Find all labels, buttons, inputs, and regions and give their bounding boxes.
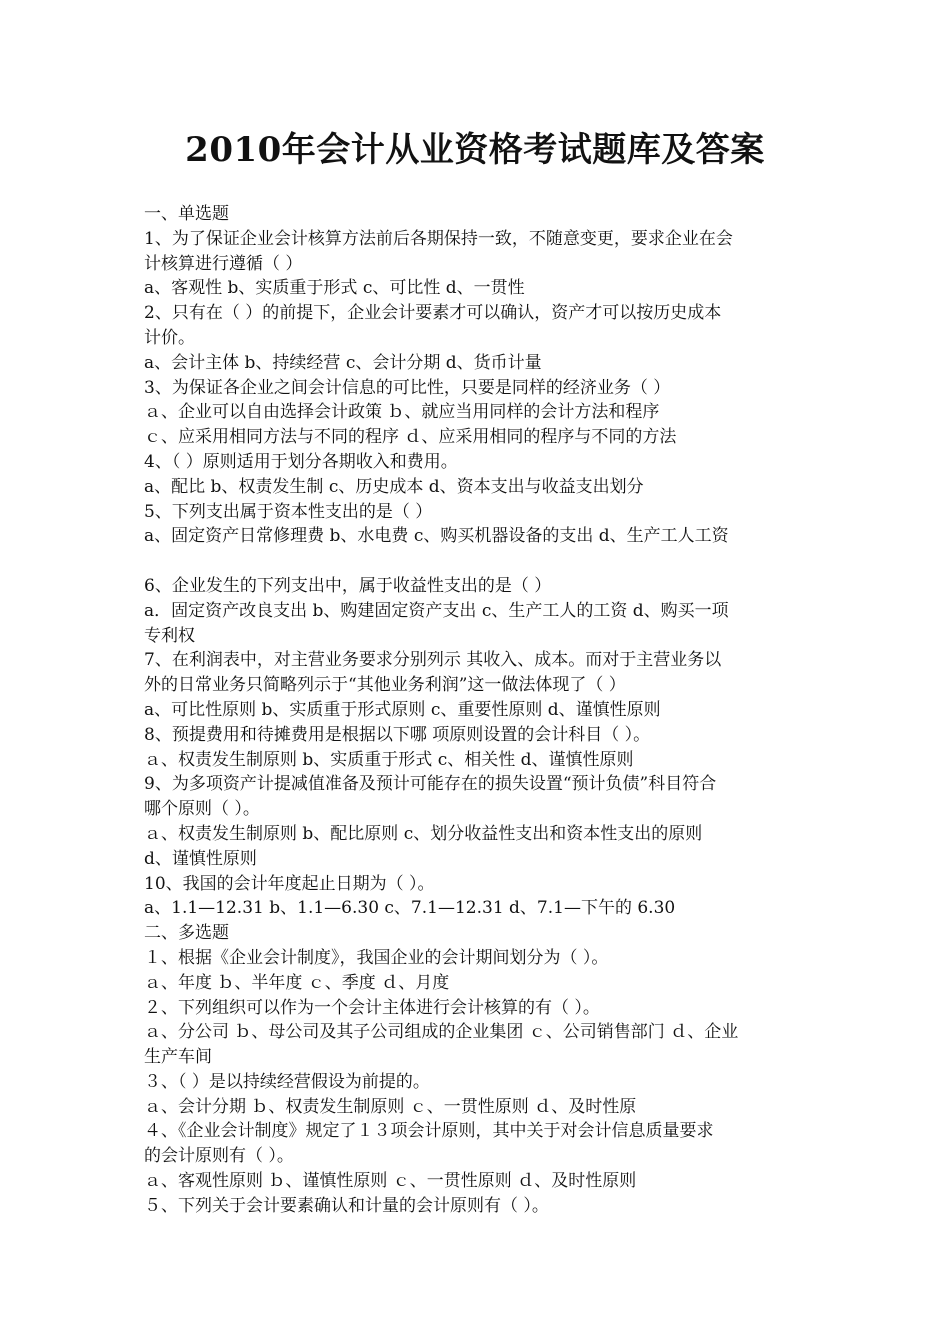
- text-line: ａ、企业可以自由选择会计政策 ｂ、就应当用同样的会计方法和程序: [144, 402, 660, 423]
- text-line: １、根据《企业会计制度》，我国企业的会计期间划分为（ ）。: [144, 947, 609, 968]
- text-line: a、固定资产日常修理费 b、水电费 c、购买机器设备的支出 d、生产工人工资: [144, 526, 729, 547]
- text-line: 计价。: [144, 327, 195, 348]
- text-line: a、会计主体 b、持续经营 c、会计分期 d、货币计量: [144, 352, 542, 373]
- text-line: ｃ、应采用相同方法与不同的程序 ｄ、应采用相同的程序与不同的方法: [144, 427, 677, 448]
- text-line: ａ、会计分期 ｂ、权责发生制原则 ｃ、一贯性原则 ｄ、及时性原: [144, 1096, 637, 1117]
- text-line: 的会计原则有（ ）。: [144, 1146, 294, 1167]
- text-line: 9、为多项资产计提减值准备及预计可能存在的损失设置“预计负债”科目符合: [144, 774, 717, 795]
- document-body: [144, 202, 812, 1219]
- text-line: ４、《企业会计制度》规定了１３项会计原则，其中关于对会计信息质量要求: [144, 1121, 714, 1142]
- text-line: 专利权: [144, 625, 195, 646]
- text-line: ５、下列关于会计要素确认和计量的会计原则有（ ）。: [144, 1195, 549, 1216]
- text-line: a、客观性 b、实质重于形式 c、可比性 d、一贯性: [144, 278, 525, 299]
- text-line: ａ、年度 ｂ、半年度 ｃ、季度 ｄ、月度: [144, 972, 450, 993]
- text-line: 2、只有在（ ）的前提下，企业会计要素才可以确认，资产才可以按历史成本: [144, 303, 722, 324]
- text-line: 一、单选题: [144, 204, 229, 224]
- text-line: 生产车间: [144, 1047, 212, 1068]
- text-line: 哪个原则（ ）。: [144, 799, 260, 820]
- text-line: ａ、分公司 ｂ、母公司及其子公司组成的企业集团 ｃ、公司销售部门 ｄ、企业: [144, 1022, 739, 1043]
- document-title: 2010年会计从业资格考试题库及答案: [185, 130, 765, 170]
- text-line: 3、为保证各企业之间会计信息的可比性，只要是同样的经济业务（ ）: [144, 377, 671, 398]
- text-line: ２、下列组织可以作为一个会计主体进行会计核算的有（ ）。: [144, 997, 600, 1018]
- text-line: ３、（ ）是以持续经营假设为前提的。: [144, 1071, 430, 1092]
- text-line: ａ、权责发生制原则 b、配比原则 c、划分收益性支出和资本性支出的原则: [144, 823, 703, 844]
- text-line: 6、企业发生的下列支出中，属于收益性支出的是（ ）: [144, 575, 552, 596]
- text-line: a．固定资产改良支出 b、购建固定资产支出 c、生产工人的工资 d、购买一项: [144, 600, 729, 621]
- text-line: 外的日常业务只简略列示于“其他业务利润”这一做法体现了（ ）: [144, 675, 626, 696]
- text-line: 1、为了保证企业会计核算方法前后各期保持一致，不随意变更，要求企业在会: [144, 228, 733, 249]
- text-line: a、配比 b、权责发生制 c、历史成本 d、资本支出与收益支出划分: [144, 476, 644, 497]
- text-line: 5、下列支出属于资本性支出的是（ ）: [144, 501, 433, 522]
- text-line: 4、（ ）原则适用于划分各期收入和费用。: [144, 451, 458, 472]
- text-line: a、1.1—12.31 b、1.1—6.30 c、7.1—12.31 d、7.1—下午的 6.30: [144, 898, 676, 919]
- text-line: 10、我国的会计年度起止日期为（ ）。: [144, 873, 435, 894]
- text-line: 8、预提费用和待摊费用是根据以下哪 项原则设置的会计科目（ ）。: [144, 724, 651, 745]
- text-line: a、可比性原则 b、实质重于形式原则 c、重要性原则 d、谨慎性原则: [144, 699, 661, 720]
- text-line: ａ、客观性原则 ｂ、谨慎性原则 ｃ、一贯性原则 ｄ、及时性原则: [144, 1171, 637, 1192]
- text-line: d、谨慎性原则: [144, 848, 257, 869]
- text-line: 二、多选题: [144, 923, 229, 944]
- blank-line: [144, 549, 812, 574]
- text-line: 7、在利润表中，对主营业务要求分别列示 其收入、成本。而对于主营业务以: [144, 650, 722, 671]
- text-line: ａ、权责发生制原则 b、实质重于形式 c、相关性 d、谨慎性原则: [144, 749, 634, 770]
- text-line: 计核算进行遵循（ ）: [144, 253, 303, 274]
